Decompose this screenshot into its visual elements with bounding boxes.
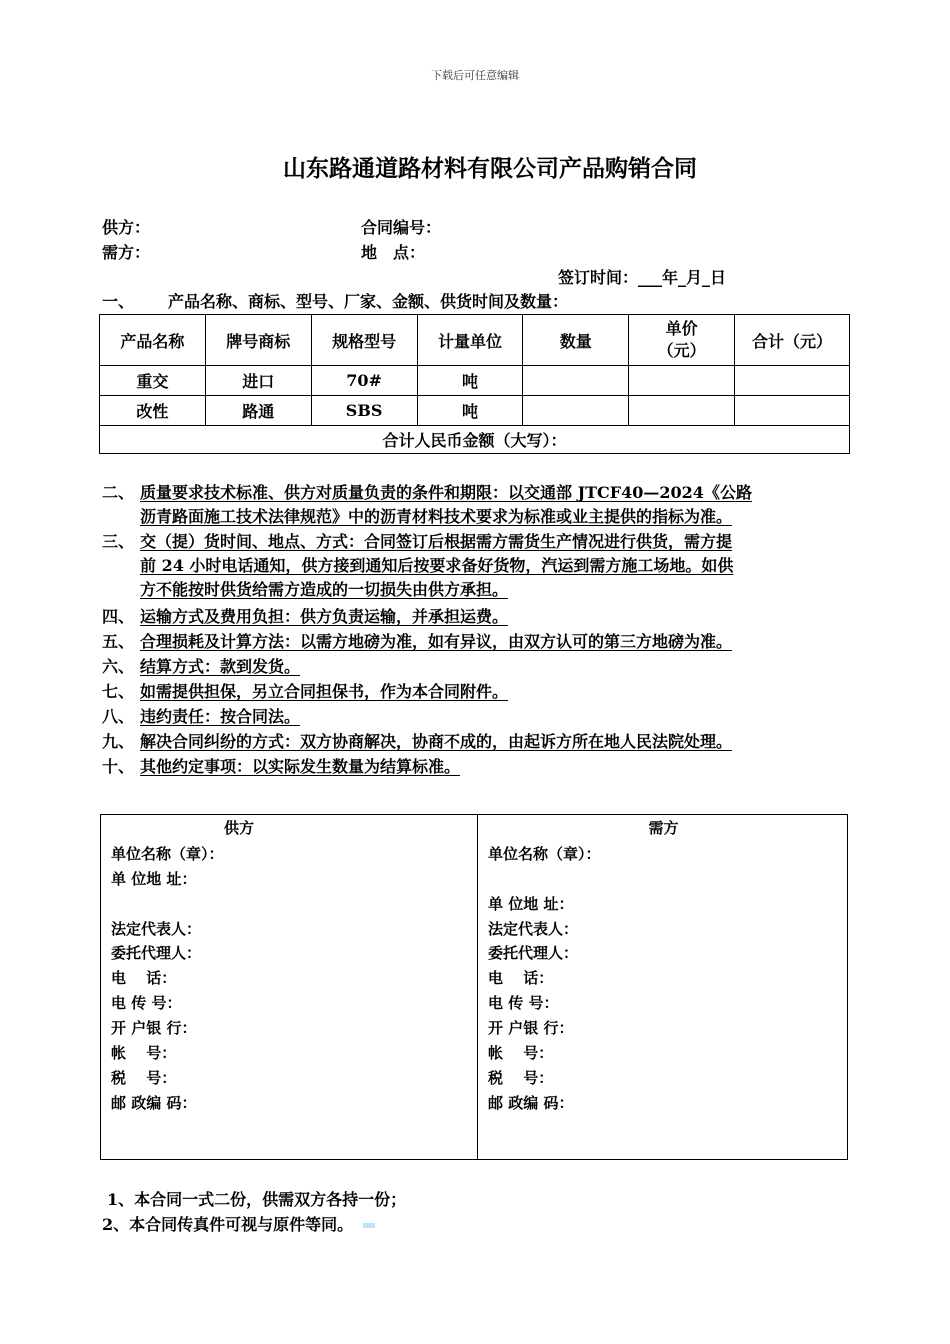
total-amount-label: 合计人民币金额（大写）： (100, 426, 850, 454)
cell (629, 396, 735, 426)
top-note: 下载后可任意编辑 (431, 69, 519, 82)
product-table (99, 314, 850, 454)
clause-num: 八、 (102, 707, 135, 726)
cell (629, 366, 735, 396)
clause-num: 二、 (102, 483, 135, 502)
clause-line: 结算方式：款到发货。 (140, 657, 301, 676)
header-unit: 计量单位 (417, 315, 523, 366)
note-2 (102, 1212, 375, 1235)
supplier-label: 供方： (102, 218, 151, 237)
header-spec: 规格型号 (311, 315, 417, 366)
buyer-column (478, 815, 849, 1159)
buyer-unit-address: 单 位地 址： (488, 895, 574, 913)
supplier-account: 帐 号： (111, 1044, 177, 1062)
supplier-legal-rep: 法定代表人： (111, 920, 202, 938)
buyer-legal-rep: 法定代表人： (488, 920, 579, 938)
table-row (100, 366, 850, 396)
clause-num: 九、 (102, 732, 135, 751)
clause-num: 十、 (102, 757, 135, 776)
header-brand: 牌号商标 (205, 315, 311, 366)
buyer-unit-name: 单位名称（章）： (488, 845, 601, 863)
cell: 路通 (205, 396, 311, 426)
header-unit-price-text: 单价（元） (657, 319, 706, 360)
clause-line: 其他约定事项：以实际发生数量为结算标准。 (140, 757, 461, 776)
cell: 吨 (417, 366, 523, 396)
cell (735, 396, 850, 426)
buyer-phone: 电 话： (488, 969, 554, 987)
header-total: 合计（元） (735, 315, 850, 366)
supplier-unit-name: 单位名称（章）： (111, 845, 224, 863)
supplier-fax: 电 传 号： (111, 994, 182, 1012)
buyer-agent: 委托代理人： (488, 944, 579, 962)
clause-line: 运输方式及费用负担：供方负责运输，并承担运费。 (140, 607, 509, 626)
table-row (100, 396, 850, 426)
clause-num: 六、 (102, 657, 135, 676)
buyer-account: 帐 号： (488, 1044, 554, 1062)
supplier-header: 供方 (223, 819, 254, 837)
clause-line: 交（提）货时间、地点、方式：合同签订后根据需方需货生产情况进行供货，需方提 (140, 532, 733, 551)
clause-line: 违约责任：按合同法。 (140, 707, 301, 726)
supplier-phone: 电 话： (111, 969, 177, 987)
supplier-postcode: 邮 政编 码： (111, 1094, 197, 1112)
buyer-label: 需方： (102, 243, 151, 262)
clause-num: 五、 (102, 632, 135, 651)
clause-line: 方不能按时供货给需方造成的一切损失由供方承担。 (140, 580, 509, 599)
contract-no-label: 合同编号： (361, 218, 442, 237)
cell: SBS (311, 396, 417, 426)
cell (523, 396, 629, 426)
buyer-tax: 税 号： (488, 1069, 554, 1087)
clause-num: 四、 (102, 607, 135, 626)
section1-text: 产品名称、商标、型号、厂家、金额、供货时间及数量： (168, 292, 569, 311)
supplier-column (101, 815, 478, 1159)
clause-line: 质量要求技术标准、供方对质量负责的条件和期限：以交通部 JTCF40—2024《公路 (140, 483, 752, 502)
buyer-bank: 开 户银 行： (488, 1019, 574, 1037)
clause-line: 沥青路面施工技术法律规范》中的沥青材料技术要求为标准或业主提供的指标为准。 (140, 507, 733, 526)
buyer-header: 需方 (648, 819, 679, 837)
cell: 进口 (205, 366, 311, 396)
cell (523, 366, 629, 396)
sign-date: 签订时间：___年_月_日 (558, 268, 727, 287)
supplier-tax: 税 号： (111, 1069, 177, 1087)
document-title: 山东路通道路材料有限公司产品购销合同 (283, 155, 697, 182)
supplier-agent: 委托代理人： (111, 944, 202, 962)
header-product-name: 产品名称 (100, 315, 206, 366)
section1-num: 一、 (102, 292, 135, 311)
clause-num: 七、 (102, 682, 135, 701)
cell (735, 366, 850, 396)
clause-line: 如需提供担保，另立合同担保书，作为本合同附件。 (140, 682, 509, 701)
clause-num: 三、 (102, 532, 135, 551)
cell: 改性 (100, 396, 206, 426)
note-2-text: 2、本合同传真件可视与原件等同。 (102, 1215, 354, 1234)
clause-line: 前 24 小时电话通知，供方接到通知后按要求备好货物，汽运到需方施工场地。如供 (140, 556, 734, 575)
cell: 重交 (100, 366, 206, 396)
clause-line: 解决合同纠纷的方式：双方协商解决，协商不成的，由起诉方所在地人民法院处理。 (140, 732, 733, 751)
cell: 吨 (417, 396, 523, 426)
header-quantity: 数量 (523, 315, 629, 366)
supplier-unit-address: 单 位地 址： (111, 870, 197, 888)
highlight-mark (363, 1223, 375, 1228)
cell: 70# (311, 366, 417, 396)
header-unit-price (629, 315, 735, 366)
clause-line: 合理损耗及计算方法：以需方地磅为准，如有异议，由双方认可的第三方地磅为准。 (140, 632, 733, 651)
signature-table (100, 814, 848, 1160)
place-label: 地 点： (361, 243, 426, 262)
buyer-postcode: 邮 政编 码： (488, 1094, 574, 1112)
buyer-fax: 电 传 号： (488, 994, 559, 1012)
note-1: 1、本合同一式二份，供需双方各持一份； (107, 1190, 407, 1209)
supplier-bank: 开 户银 行： (111, 1019, 197, 1037)
